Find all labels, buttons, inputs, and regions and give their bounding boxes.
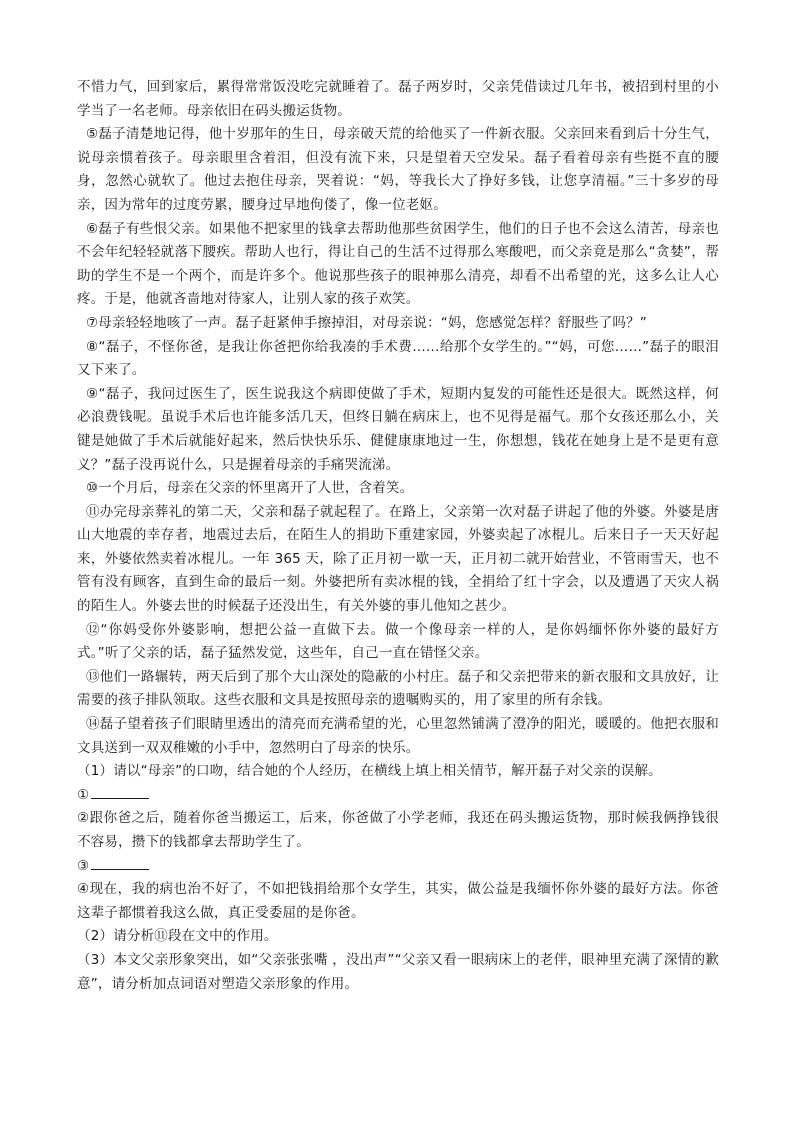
answer-line-1 (77, 784, 719, 808)
answer-blank-1[interactable] (91, 784, 149, 799)
document-body (77, 76, 719, 996)
paragraph-9: ⑨“磊子，我问过医生了，医生说我这个病即使做了手术，短期内复发的可能性还是很大。既然这样，何必浪费钱呢。虽说手术后也许能多活几天，但终日躺在病床上，也不见得是福气。那个女孩还那么小，关键是她做了手术后就能好起来，然后快快乐乐、健健康康地过一生，你想想，钱花在她身上是不是更有意义？”磊子没再说什么，只是握着母亲的手痛哭流涕。 (77, 385, 719, 473)
paragraph-7: ⑦母亲轻轻地咳了一声。磊子赶紧伸手擦掉泪，对母亲说：“妈，您感觉怎样？舒服些了吗？” (86, 314, 647, 331)
paragraph-13: ⑬他们一路辗转，两天后到了那个大山深处的隐蔽的小村庄。磊子和父亲把带来的新衣服和文具放好，让需要的孩子排队领取。这些衣服和文具是按照母亲的遗嘱购买的，用了家里的所有余钱。 (77, 668, 719, 709)
question-1: （1）请以“母亲”的口吻，结合她的个人经历，在横线上填上相关情节，解开磊子对父亲的误解。 (77, 763, 662, 780)
answer-line-3 (77, 855, 719, 879)
answer-blank-3[interactable] (91, 855, 149, 870)
question-2: （2）请分析⑪段在文中的作用。 (77, 928, 278, 945)
answer-3-label: ③ (77, 857, 90, 874)
paragraph-14: ⑭磊子望着孩子们眼睛里透出的清亮而充满希望的光，心里忽然铺满了澄净的阳光，暖暖的。他把衣服和文具送到一双双稚嫩的小手中，忽然明白了母亲的快乐。 (77, 716, 719, 756)
paragraph-12: ⑫“你妈受你外婆影响，想把公益一直做下去。做一个像母亲一样的人，是你妈缅怀你外婆的最好方式。”听了父亲的话，磊子猛然发觉，这些年，自己一直在错怪父亲。 (77, 621, 719, 662)
paragraph-6: ⑥磊子有些恨父亲。如果他不把家里的钱拿去帮助他那些贫困学生，他们的日子也不会这么清苦，母亲也不会年纪轻轻就落下腰疾。帮助人也行，得让自己的生活不过得那么寒酸吧，而父亲竟是那么“贪婪”，帮助的学生不是一个两个，而是许多个。他说那些孩子的眼神那么清亮，却看不出希望的光，这多么让人心疼。于是，他就吝啬地对待家人，让别人家的孩子欢笑。 (77, 220, 719, 308)
paragraph-10: ⑩一个月后，母亲在父亲的怀里离开了人世，含着笑。 (86, 480, 414, 497)
answer-4: ④现在，我的病也治不好了，不如把钱捐给那个女学生，其实，做公益是我缅怀你外婆的最好方法。你爸这辈子都惯着我这么做，真正受委屈的是你爸。 (77, 881, 719, 921)
paragraph-5: ⑤磊子清楚地记得，他十岁那年的生日，母亲破天荒的给他买了一件新衣服。父亲回来看到后十分生气，说母亲惯着孩子。母亲眼里含着泪，但没有流下来，只是望着天空发呆。磊子看着母亲有些挺不直的腰身，忽然心就软了。他过去抱住母亲，哭着说：“妈，等我长大了挣好多钱，让您享清福。”三十多岁的母亲，因为常年的过度劳累，腰身过早地佝偻了，像一位老妪。 (77, 126, 719, 213)
answer-1-label: ① (77, 786, 90, 803)
answer-2: ②跟你爸之后，随着你爸当搬运工，后来，你爸做了小学老师，我还在码头搬运货物，那时候我俩挣钱很不容易，攒下的钱都拿去帮助学生了。 (77, 810, 719, 850)
paragraph-continued: 不惜力气，回到家后，累得常常饭没吃完就睡着了。磊子两岁时，父亲凭借读过几年书，被招到村里的小学当了一名老师。母亲依旧在码头搬运货物。 (77, 79, 719, 119)
paragraph-11: ⑪办完母亲葬礼的第二天，父亲和磊子就起程了。在路上，父亲第一次对磊子讲起了他的外婆。外婆是唐山大地震的幸存者，地震过去后，在陌生人的捐助下重建家园，外婆卖起了冰棍儿。后来日子一天天好起来，外婆依然卖着冰棍儿。一年 365 天，除了正月初一歇一天，正月初二就开始营业，不管雨雪天，也不管有没有顾客，直到生命的最后一刻。外婆把所有卖冰棍的钱，全捐给了红十字会，以及遭遇了天灾人祸的陌生人。外婆去世的时候磊子还没出生，有关外婆的事儿他知之甚少。 (77, 503, 719, 615)
question-3: （3）本文父亲形象突出，如“父亲张张嘴 ，没出声”“父亲又看一眼病床上的老伴，眼神里充满了深情的歉意”，请分析加点词语对塑造父亲形象的作用。 (77, 951, 719, 992)
paragraph-8: ⑧“磊子，不怪你爸，是我让你爸把你给我凑的手术费……给那个女学生的。”“妈，可您……”磊子的眼泪又下来了。 (77, 338, 719, 379)
